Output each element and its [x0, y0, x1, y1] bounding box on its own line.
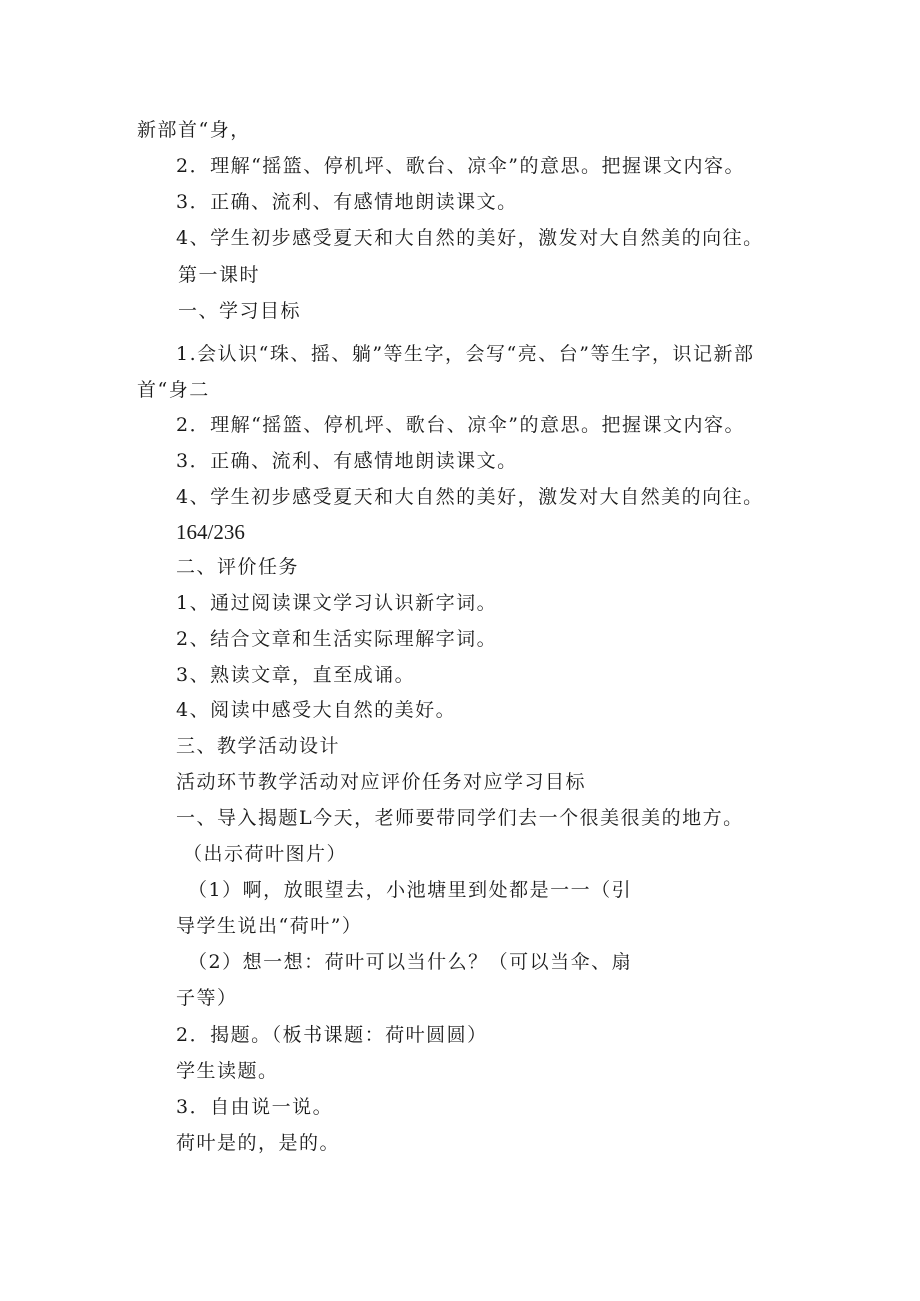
text-line: 新部首“身， [137, 119, 251, 141]
text-line: 4、阅读中感受大自然的美好。 [176, 699, 457, 721]
section-heading: 第一课时 [178, 264, 261, 286]
text-line: （2）想一想：荷叶可以当什么？（可以当伞、扇 [188, 951, 633, 973]
text-line: 3．自由说一说。 [176, 1096, 334, 1118]
text-line: 3．正确、流利、有感情地朗读课文。 [176, 450, 518, 472]
text-line: 3．正确、流利、有感情地朗读课文。 [176, 191, 518, 213]
page-number: 164/236 [176, 520, 245, 544]
text-line: 导学生说出“荷叶”） [176, 915, 363, 937]
text-line: 一、导入揭题L今天，老师要带同学们去一个很美很美的地方。 [176, 807, 744, 829]
text-line: 首“身二 [137, 379, 210, 401]
text-line: 4、学生初步感受夏天和大自然的美好，激发对大自然美的向往。 [176, 486, 764, 508]
text-line: 2．揭题。（板书课题：荷叶圆圆） [176, 1024, 488, 1046]
text-line: 3、熟读文章，直至成诵。 [176, 664, 416, 686]
text-line: 1.会认识“珠、摇、躺”等生字，会写“亮、台”等生字，识记新部 [176, 343, 755, 365]
text-line: 活动环节教学活动对应评价任务对应学习目标 [176, 771, 587, 793]
section-heading: 二、评价任务 [176, 556, 300, 578]
text-line: （出示荷叶图片） [183, 843, 348, 865]
text-line: 2．理解“摇篮、停机坪、歌台、凉伞”的意思。把握课文内容。 [176, 155, 746, 177]
text-line: 2．理解“摇篮、停机坪、歌台、凉伞”的意思。把握课文内容。 [176, 414, 746, 436]
text-line: 学生读题。 [176, 1060, 279, 1082]
section-heading: 一、学习目标 [178, 300, 302, 322]
text-line: （1）啊，放眼望去，小池塘里到处都是一一（引 [188, 879, 633, 901]
text-line: 荷叶是的，是的。 [176, 1132, 341, 1154]
text-line: 4、学生初步感受夏天和大自然的美好，激发对大自然美的向往。 [176, 227, 764, 249]
text-line: 子等） [176, 987, 238, 1009]
text-line: 2、结合文章和生活实际理解字词。 [176, 628, 498, 650]
text-line: 1、通过阅读课文学习认识新字词。 [176, 592, 498, 614]
section-heading: 三、教学活动设计 [176, 735, 341, 757]
